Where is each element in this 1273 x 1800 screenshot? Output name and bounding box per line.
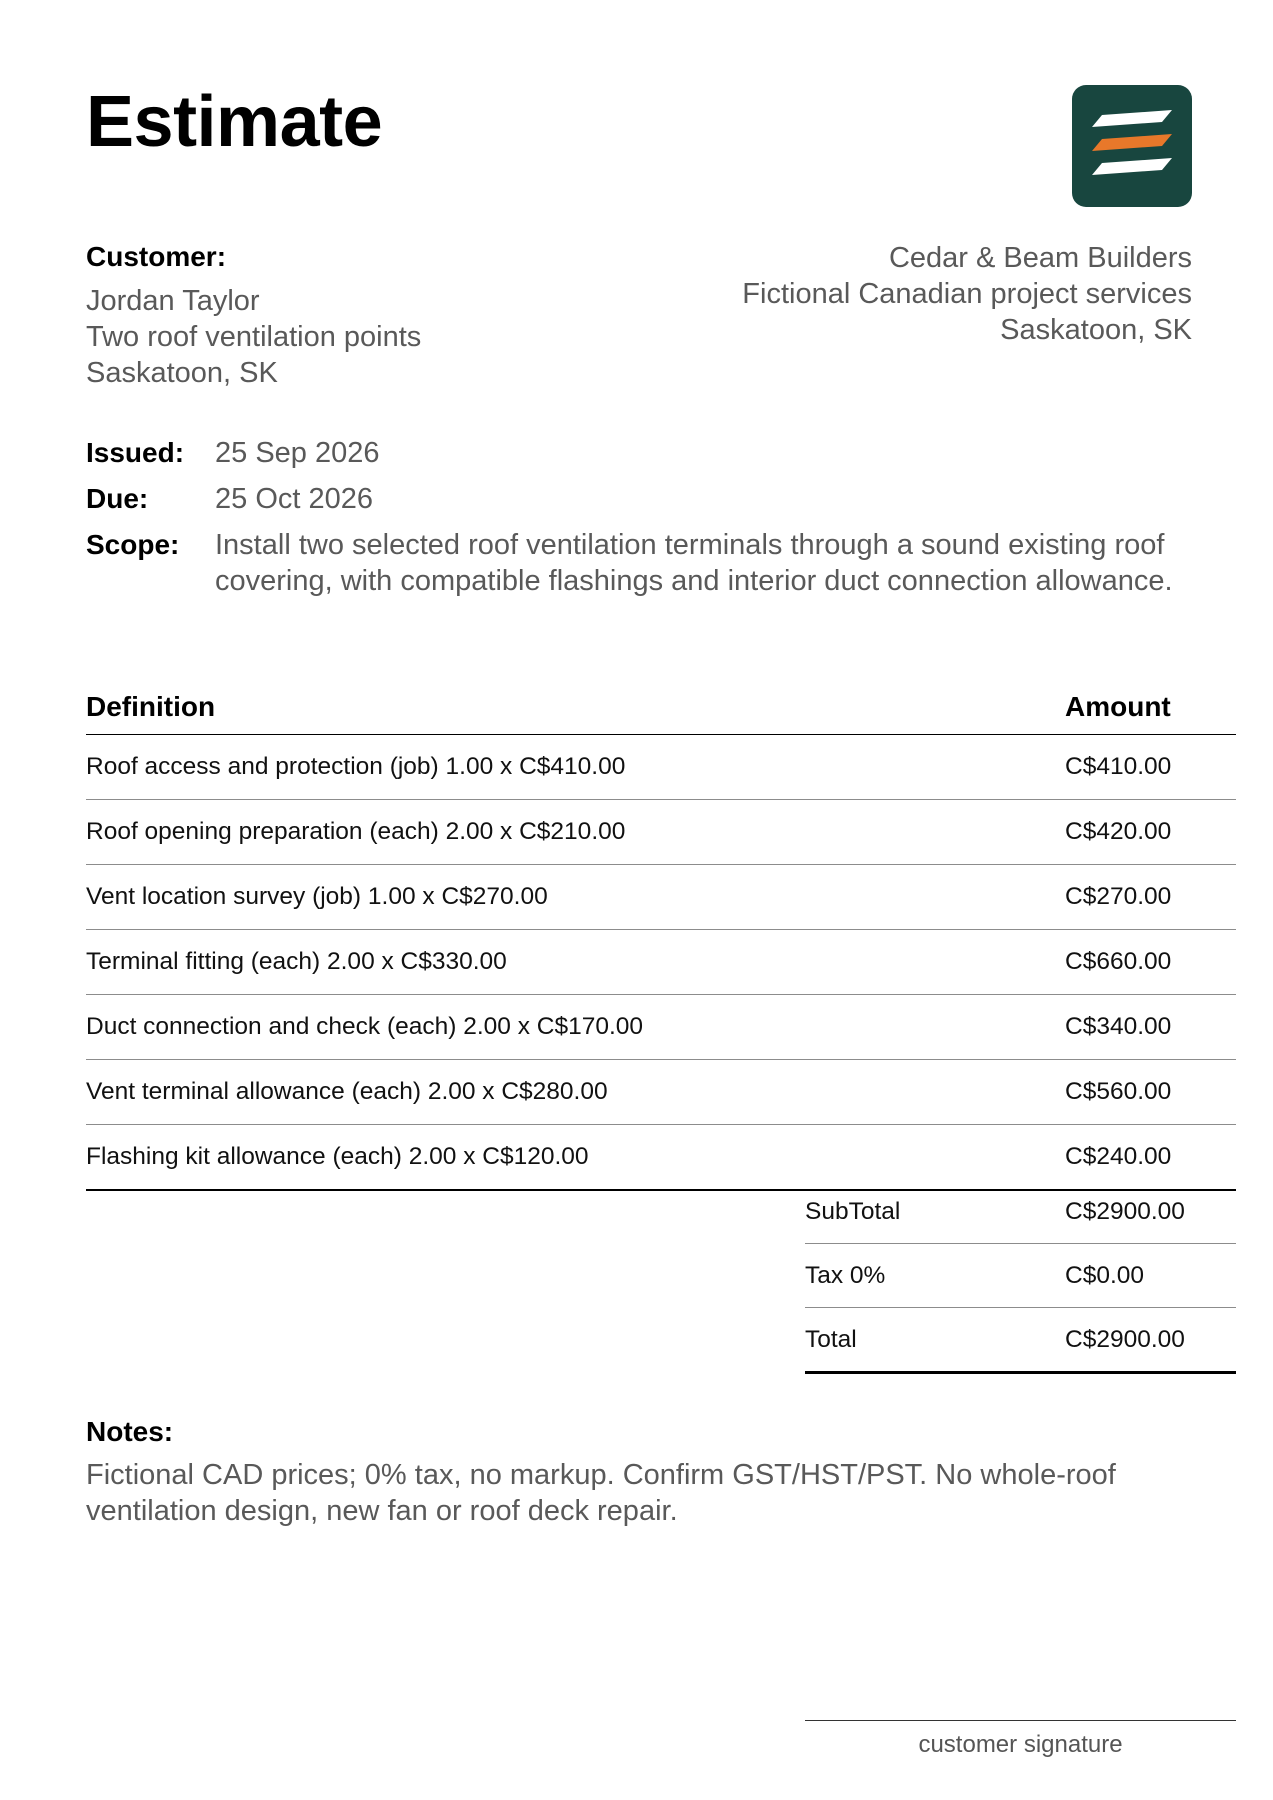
company-location: Saskatoon, SK [1000, 314, 1192, 346]
issued-label: Issued: [86, 437, 185, 468]
scope-text: Install two selected roof ventilation terminals through a sound existing roof covering, with compatible flashings and interior duct connection allowance. [215, 529, 1173, 597]
customer-block [86, 240, 646, 391]
item-definition: Flashing kit allowance (each) 2.00 x C$120.00 [86, 1143, 589, 1170]
item-definition: Vent terminal allowance (each) 2.00 x C$280.00 [86, 1078, 608, 1105]
due-label: Due: [86, 483, 149, 514]
item-amount: C$270.00 [1065, 883, 1172, 910]
company-block [632, 240, 1192, 348]
tax-row [805, 1244, 1236, 1308]
subtotal-label: SubTotal [805, 1197, 901, 1225]
due-date: 25 Oct 2026 [215, 483, 373, 515]
table-row [86, 735, 1236, 800]
customer-signature-line[interactable] [805, 1720, 1236, 1759]
customer-project: Two roof ventilation points [86, 321, 422, 353]
notes-label: Notes: [86, 1416, 174, 1447]
totals-block [805, 1180, 1236, 1374]
item-definition: Terminal fitting (each) 2.00 x C$330.00 [86, 948, 507, 975]
company-logo-icon [1072, 85, 1192, 207]
subtotal-row [805, 1180, 1236, 1244]
scope-row [86, 527, 1196, 599]
signature-label: customer signature [918, 1731, 1123, 1758]
total-row [805, 1308, 1236, 1374]
due-row [86, 481, 1196, 517]
total-label: Total [805, 1325, 857, 1353]
item-amount: C$560.00 [1065, 1078, 1172, 1105]
item-amount: C$420.00 [1065, 818, 1172, 845]
subtotal-value: C$2900.00 [1065, 1197, 1185, 1225]
tax-value: C$0.00 [1065, 1261, 1145, 1289]
customer-label: Customer: [86, 241, 227, 272]
item-amount: C$410.00 [1065, 753, 1172, 780]
table-header [86, 690, 1236, 735]
header-amount: Amount [1065, 691, 1171, 722]
customer-location: Saskatoon, SK [86, 357, 278, 389]
customer-name: Jordan Taylor [86, 285, 260, 317]
document-title: Estimate [86, 82, 383, 162]
scope-label: Scope: [86, 529, 180, 560]
notes-text: Fictional CAD prices; 0% tax, no markup. Confirm GST/HST/PST. No whole-roof ventilation design, new fan or roof deck repair. [86, 1459, 1116, 1527]
table-row [86, 800, 1236, 865]
item-definition: Roof access and protection (job) 1.00 x C$410.00 [86, 753, 626, 780]
table-row [86, 1060, 1236, 1125]
item-amount: C$240.00 [1065, 1143, 1172, 1170]
estimate-meta [86, 435, 1196, 609]
issued-date: 25 Sep 2026 [215, 437, 380, 469]
company-tagline: Fictional Canadian project services [742, 278, 1192, 310]
tax-label: Tax 0% [805, 1261, 886, 1289]
item-amount: C$340.00 [1065, 1013, 1172, 1040]
item-definition: Duct connection and check (each) 2.00 x C$170.00 [86, 1013, 644, 1040]
total-value: C$2900.00 [1065, 1325, 1185, 1353]
item-definition: Roof opening preparation (each) 2.00 x C$210.00 [86, 818, 626, 845]
item-amount: C$660.00 [1065, 948, 1172, 975]
line-items-table [86, 690, 1236, 1191]
issued-row [86, 435, 1196, 471]
company-name: Cedar & Beam Builders [888, 242, 1192, 274]
item-definition: Vent location survey (job) 1.00 x C$270.00 [86, 883, 548, 910]
table-row [86, 930, 1236, 995]
table-row [86, 865, 1236, 930]
notes-block [86, 1415, 1196, 1529]
header-definition: Definition [86, 691, 216, 722]
table-row [86, 995, 1236, 1060]
